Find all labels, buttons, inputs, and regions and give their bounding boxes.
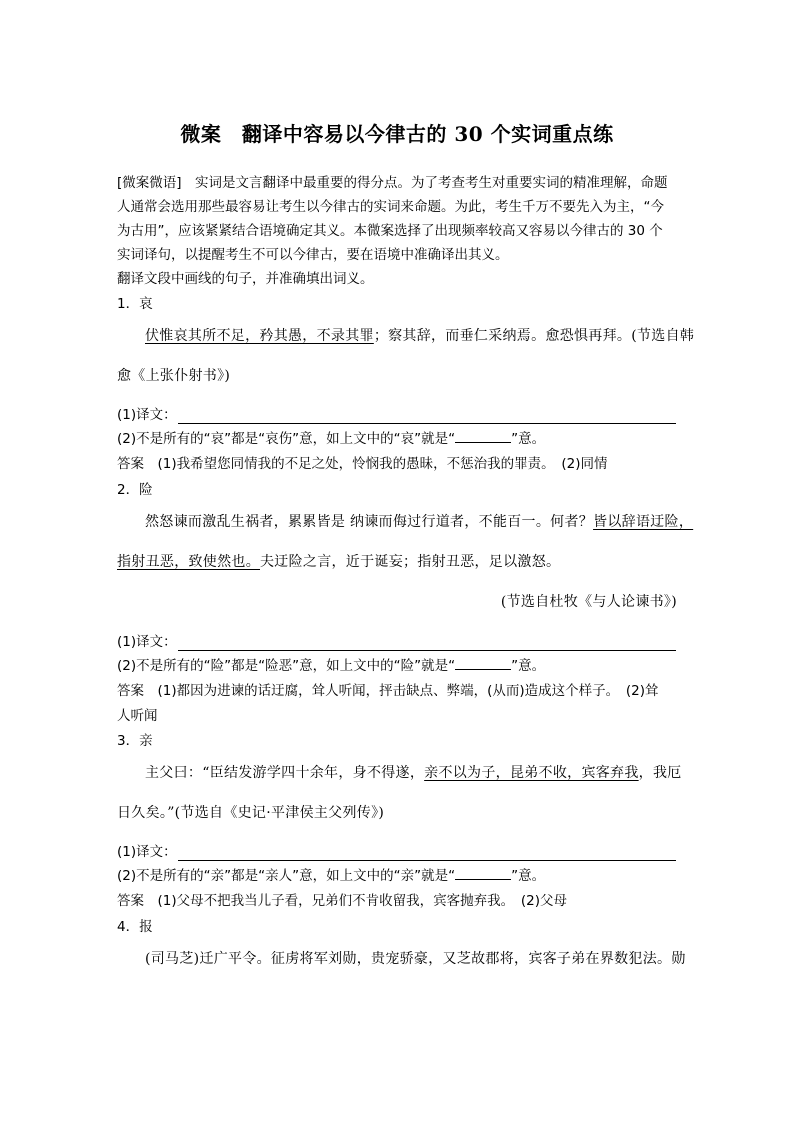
translation-answer-line[interactable]: [178, 423, 676, 424]
passage-text: 夫迂险之言，近于诞妄；指射丑恶，足以激怒。: [260, 554, 561, 570]
question-text: (2)不是所有的“险”都是“险恶”意，如上文中的“险”就是“: [117, 658, 456, 674]
passage-text: 然怒谏而激乱生祸者，累累皆是 纳谏而侮过行道者，不能百一。何者？: [145, 514, 594, 530]
answer-line: [117, 682, 659, 700]
answer-line: [117, 892, 567, 910]
answer-text: (1)我希望您同情我的不足之处，怜悯我的愚昧，不惩治我的罪责。 (2)同情: [157, 456, 608, 472]
answer-text: (1)父母不把我当儿子看，兄弟们不肯收留我，宾客抛弃我。 (2)父母: [157, 893, 567, 909]
passage-line: [145, 764, 682, 782]
meaning-blank[interactable]: [455, 430, 511, 443]
question-text: ”意。: [511, 431, 546, 447]
intro-line-2: 人通常会选用那些最容易让考生以今律古的实词来命题。为此，考生千万不要先入为主，“今: [117, 199, 664, 215]
answer-label: 答案: [117, 683, 144, 699]
meaning-question: [117, 867, 545, 885]
passage-line: [145, 327, 694, 345]
answer-line: [117, 455, 608, 473]
source-citation: (节选自杜牧《与人论谏书》): [500, 594, 677, 610]
translation-answer-line[interactable]: [178, 650, 676, 651]
page-title: 微案 翻译中容易以今律古的 30 个实词重点练: [180, 122, 614, 146]
answer-line-continued: 人听闻: [117, 708, 158, 724]
passage-line: 愈《上张仆射书》): [117, 368, 231, 384]
passage-text: ，我厄: [638, 765, 682, 781]
item-heading: 2．险: [117, 482, 153, 498]
intro-line-4: 实词译句，以提醒考生不可以今律古，要在语境中准确译出其义。: [117, 247, 509, 263]
item-heading: 4．报: [117, 919, 153, 935]
intro-line-3: 为古用”，应该紧紧结合语境确定其义。本微案选择了出现频率较高又容易以今律古的 30 个: [117, 223, 663, 239]
question-text: (2)不是所有的“哀”都是“哀伤”意，如上文中的“哀”就是“: [117, 431, 456, 447]
meaning-blank[interactable]: [455, 867, 511, 880]
question-text: (2)不是所有的“亲”都是“亲人”意，如上文中的“亲”就是“: [117, 868, 456, 884]
question-text: ”意。: [511, 868, 546, 884]
intro-tag: [微案微语]: [117, 175, 182, 191]
underlined-sentence: 伏惟哀其所不足，矜其愚，不录其罪: [145, 328, 374, 344]
underlined-sentence: 亲不以为子，昆弟不收，宾客弃我: [424, 765, 639, 781]
underlined-sentence: 指射丑恶，致使然也。: [117, 554, 260, 570]
intro-line-1: [117, 174, 668, 192]
meaning-question: [117, 430, 545, 448]
meaning-question: [117, 657, 545, 675]
answer-label: 答案: [117, 893, 144, 909]
translation-label: (1)译文：: [117, 407, 177, 423]
translation-answer-line[interactable]: [178, 860, 676, 861]
passage-text: 主父曰：“臣结发游学四十余年，身不得遂，: [145, 765, 425, 781]
answer-text: (1)都因为进谏的话迂腐，耸人听闻，抨击缺点、弊端，(从而)造成这个样子。 (2)耸: [157, 683, 659, 699]
passage-line: (司马芝)迁广平令。征虏将军刘勋，贵宠骄豪，又芝故郡将，宾客子弟在界数犯法。勋: [145, 951, 686, 967]
passage-line: [117, 553, 560, 571]
passage-text: ；察其辞，而垂仁采纳焉。愈恐惧再拜。(节选自韩: [373, 328, 695, 344]
answer-label: 答案: [117, 456, 144, 472]
question-text: ”意。: [511, 658, 546, 674]
intro-text-1: 实词是文言翻译中最重要的得分点。为了考查考生对重要实词的精准理解，命题: [195, 175, 668, 191]
passage-line: 日久矣。”(节选自《史记·平津侯主父列传》): [117, 805, 385, 821]
item-heading: 1．哀: [117, 296, 153, 312]
underlined-sentence: 皆以辞语迂险，: [593, 514, 694, 530]
translation-label: (1)译文：: [117, 844, 177, 860]
passage-line: [145, 513, 693, 531]
translation-label: (1)译文：: [117, 634, 177, 650]
meaning-blank[interactable]: [455, 657, 511, 670]
item-heading: 3．亲: [117, 733, 153, 749]
instruction: 翻译文段中画线的句子，并准确填出词义。: [117, 271, 374, 287]
